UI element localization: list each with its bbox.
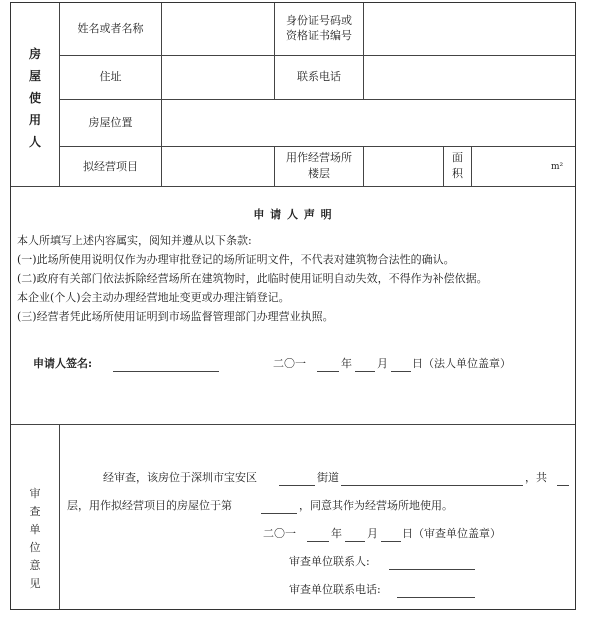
review-year-blank[interactable] [307, 541, 329, 542]
column-divider [363, 3, 364, 99]
review-month-label: 月 [367, 527, 378, 540]
year-label: 年 [341, 357, 352, 370]
review-year-label: 年 [331, 527, 342, 540]
business-label: 拟经营项目 [83, 160, 138, 173]
review-text-2a: 层，用作拟经营项目的房屋位于第 [67, 499, 232, 512]
area-label-char2: 积 [452, 167, 463, 180]
declaration-line: (二)政府有关部门依法拆除经营场所在建筑物时，此临时使用证明自动失效，不得作为补偿依据。 [17, 272, 488, 285]
review-text-1b: 街道 [317, 471, 339, 484]
declaration-line: (一)此场所使用说明仅作为办理审批登记的场所证明文件，不代表对建筑物合法性的确认。 [17, 253, 455, 266]
declaration-date-prefix: 二〇一 [273, 357, 306, 370]
floor-number-blank[interactable] [261, 513, 297, 514]
location-label: 房屋位置 [88, 116, 133, 129]
review-phone-blank[interactable] [397, 597, 475, 598]
review-text-1a: 经审查，该房位于深圳市宝安区 [103, 471, 257, 484]
declaration-date-suffix: 日（法人单位盖章） [412, 357, 511, 370]
applicant-signature-line[interactable] [113, 371, 219, 372]
declaration-line: (三)经营者凭此场所使用证明到市场监督管理部门办理营业执照。 [17, 310, 334, 323]
declaration-line: 本人所填写上述内容属实，阅知并遵从以下条款: [17, 234, 252, 247]
section-divider [11, 186, 575, 187]
review-day-blank[interactable] [381, 541, 401, 542]
id-label-line2: 资格证书编号 [286, 29, 352, 42]
row-divider [59, 146, 575, 147]
declaration-title: 申 请 人 声 明 [253, 208, 333, 221]
review-contact-label: 审查单位联系人: [289, 555, 370, 568]
section-label-occupant: 房 屋 使 用 人 [28, 47, 41, 149]
column-divider [161, 3, 162, 186]
column-divider [59, 424, 60, 609]
column-divider [471, 146, 472, 186]
district-blank[interactable] [279, 485, 315, 486]
application-form [10, 2, 576, 610]
area-unit: m² [551, 162, 564, 172]
day-blank[interactable] [391, 371, 411, 372]
street-blank[interactable] [341, 485, 523, 486]
floor-label-line1: 用作经营场所 [286, 151, 352, 164]
address-label: 住址 [99, 70, 122, 83]
id-label-line1: 身份证号码或 [286, 14, 352, 27]
year-blank[interactable] [317, 371, 339, 372]
review-date-suffix: 日（审查单位盖章） [402, 527, 501, 540]
review-text-2b: ，同意其作为经营场所地使用。 [299, 499, 453, 512]
review-month-blank[interactable] [345, 541, 365, 542]
column-divider [363, 146, 364, 186]
review-date-prefix: 二〇一 [263, 527, 296, 540]
area-label-char1: 面 [452, 151, 463, 164]
month-label: 月 [377, 357, 388, 370]
name-label: 姓名或者名称 [77, 22, 144, 35]
total-floors-blank[interactable] [557, 485, 569, 486]
review-contact-blank[interactable] [389, 569, 475, 570]
section-divider [11, 424, 575, 425]
row-divider [59, 55, 575, 56]
review-text-1c: ，共 [525, 471, 547, 484]
phone-label: 联系电话 [297, 70, 341, 83]
declaration-line: 本企业(个人)会主动办理经营地址变更或办理注销登记。 [17, 291, 290, 304]
row-divider [59, 99, 575, 100]
month-blank[interactable] [355, 371, 375, 372]
review-phone-label: 审查单位联系电话: [289, 583, 381, 596]
floor-label-line2: 楼层 [308, 167, 330, 180]
applicant-signature-label: 申请人签名: [33, 357, 93, 370]
section-label-review: 审 查 单 位 意 见 [29, 487, 41, 590]
